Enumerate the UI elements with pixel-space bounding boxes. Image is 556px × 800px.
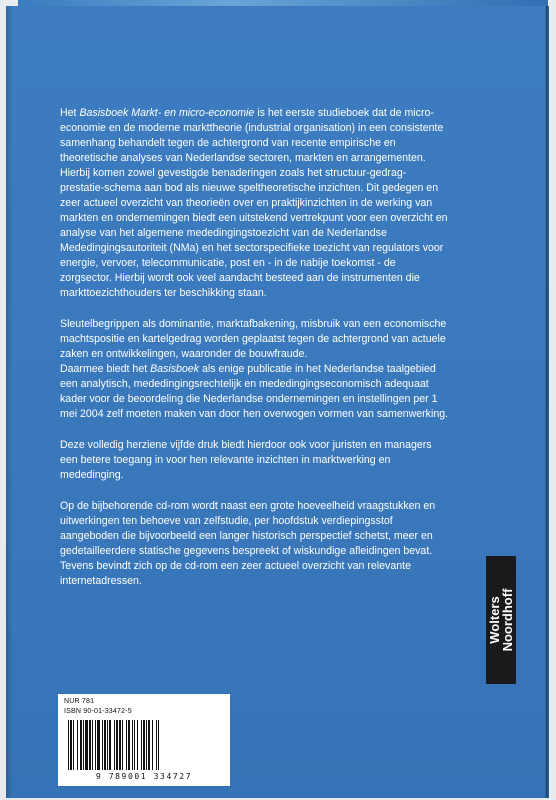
barcode-bars xyxy=(66,720,220,770)
isbn-number: ISBN 90-01-33472-5 xyxy=(64,708,132,715)
spine-shadow xyxy=(6,6,12,798)
publisher-logo-text: Wolters Noordhoff xyxy=(487,588,515,652)
blurb-paragraph-1: Het Basisboek Markt- en micro-economie is het eerste studieboek dat de micro-economie en de moderne markttheorie (industrial organisation) in een consistente samenhang behandelt tegen de achtergrond van recente empirische en theoretische analyses van Nederlandse sectoren, markten en arrangementen. Hierbij komen zowel gevestigde benaderingen zoals het structuur-gedrag-prestatie-schema aan bod als nieuwe speltheoretische inzichten. Dit gedegen en zeer actueel overzicht van theorieën over en praktijkinzichten in de werking van markten en ondernemingen biedt een uitstekend vertrekpunt voor een overzicht en analyse van het algemene mededingingstoezicht van de Nederlandse Mededingingsautoriteit (NMa) en het sectorspecifieke toezicht van regulators voor energie, vervoer, telecommunicatie, post en - in de nabije toekomst - de zorgsector. Hierbij wordt ook veel aandacht besteed aan de instrumenten die markttoezichthouders ter beschikking staan. xyxy=(60,107,448,299)
back-cover-blurb xyxy=(60,106,450,605)
cover-hinge xyxy=(545,6,548,798)
barcode-digits: 9 789001 334727 xyxy=(95,772,193,781)
book-title-italic: Basisboek Markt- en micro-economie xyxy=(79,107,255,119)
nur-code: NUR 781 xyxy=(64,698,95,705)
basisboek-italic: Basisboek xyxy=(150,363,199,375)
blurb-paragraph-2: Sleutelbegrippen als dominantie, marktafbakening, misbruik van een economische machtspositie en kartelgedrag worden geplaatst tegen de achtergrond van actuele zaken en ontwikkelingen, waaronder de bouwfraude. Daarmee biedt het Basisboek als enige publicatie in het Nederlandse taalgebied een analytisch, mededingingsrechtelijk en mededingingseconomisch adequaat kader voor de beoordeling die Nederlandse ondernemingen en instellingen per 1 mei 2004 zelf moeten maken van door hen overwogen vormen van samenwerking. xyxy=(60,318,449,420)
barcode-label xyxy=(58,694,230,786)
blurb-paragraph-3: Deze volledig herziene vijfde druk biedt hierdoor ook voor juristen en managers een betere toegang in voor hen relevante inzichten in marktwerking en mededinging. xyxy=(60,439,432,481)
blurb-paragraph-4: Op de bijbehorende cd-rom wordt naast een grote hoeveelheid vraagstukken en uitwerkingen ten behoeve van zelfstudie, per hoofdstuk verdiepingsstof aangeboden die bijvoorbeeld een langer historisch perspectief schetst, meer en gedetailleerdere statische gegevens bespreekt of wiskundige afleidingen bevat. Tevens bevindt zich op de cd-rom een zeer actueel overzicht van relevante internetadressen. xyxy=(60,500,436,587)
